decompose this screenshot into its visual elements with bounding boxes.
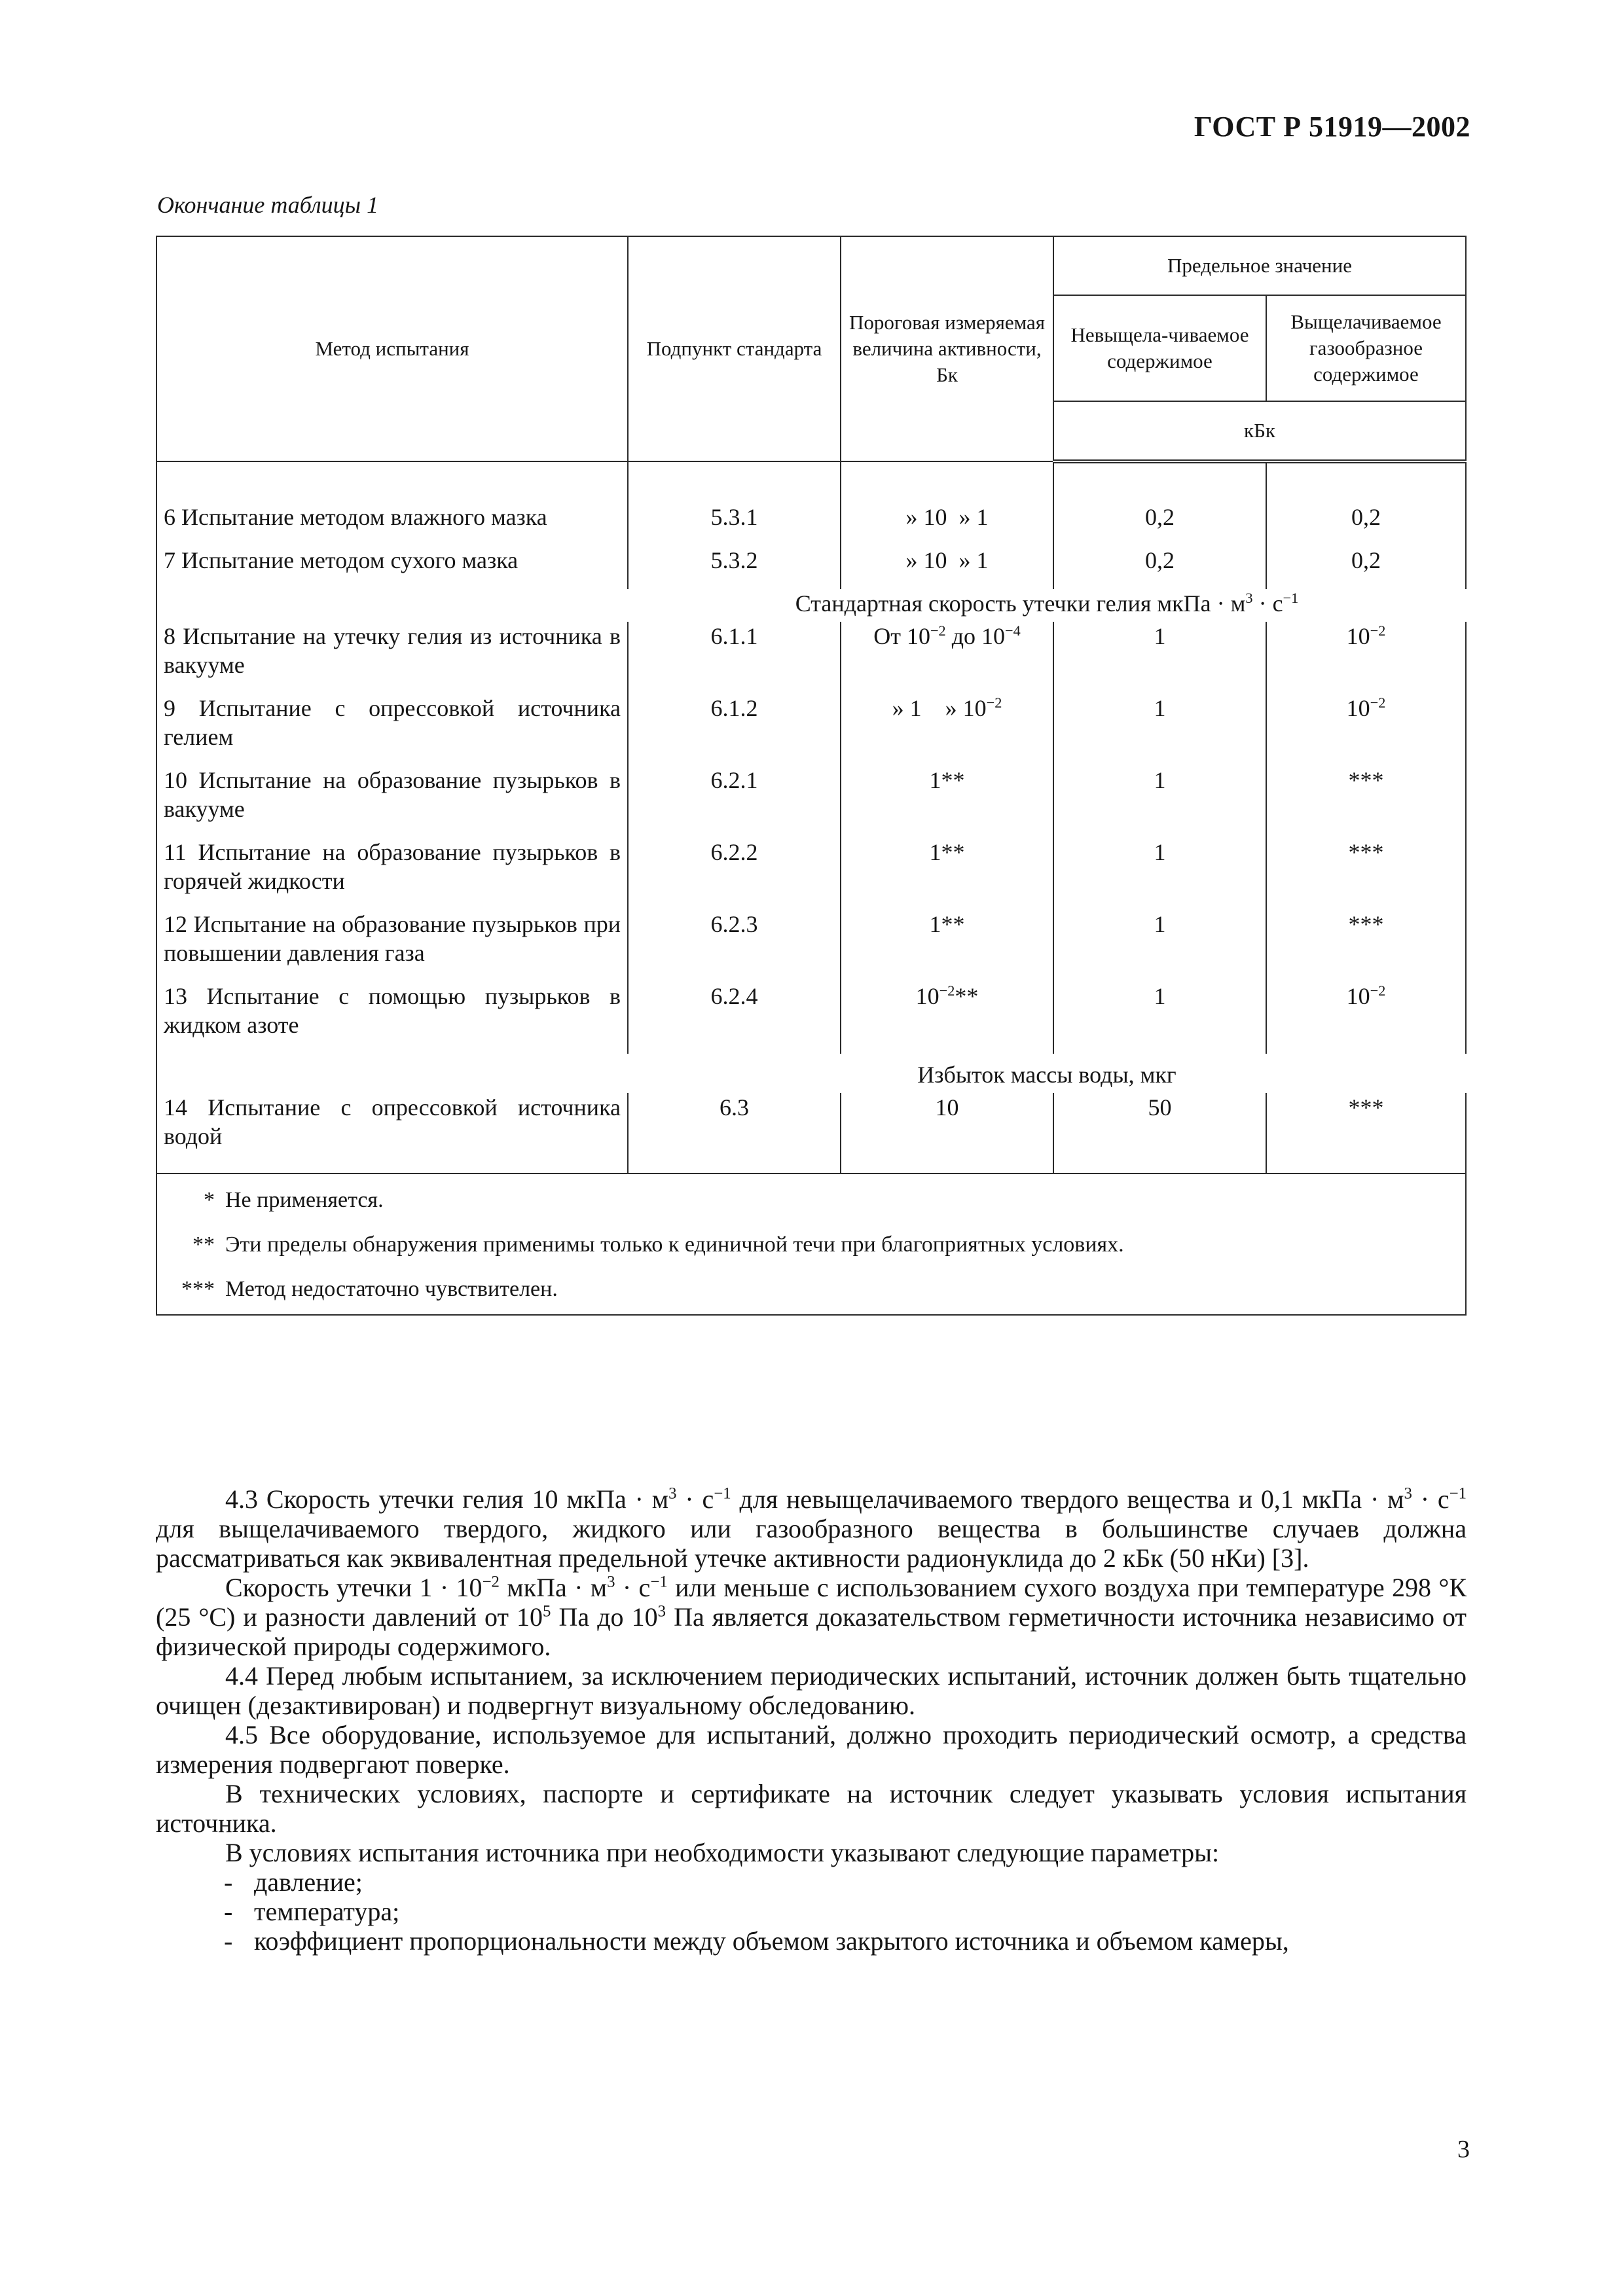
leachable-cell: $10^{-2}$	[1266, 982, 1466, 1054]
table-subheader-row	[156, 589, 1466, 622]
non-leachable-cell: 1	[1053, 982, 1266, 1054]
method-cell: 14 Испытание с опрессовкой источника водой	[156, 1093, 628, 1174]
threshold-cell: $10^{-2}**$	[841, 982, 1053, 1054]
method-cell: 7 Испытание методом сухого мазка	[156, 546, 628, 589]
method-cell: 11 Испытание на образование пузырьков в горячей жидкости	[156, 838, 628, 910]
note-text: Не применяется.	[225, 1188, 384, 1212]
page-number: 3	[1457, 2136, 1470, 2163]
threshold-cell: 10	[841, 1093, 1053, 1174]
table-row	[156, 838, 1466, 910]
table-caption: Окончание таблицы 1	[157, 192, 379, 218]
paragraph-conditions: В технических условиях, паспорте и сертификате на источник следует указывать условия испытания источника.	[156, 1779, 1467, 1838]
header-leachable-gas: Выщелачиваемое газообразное содержимое	[1266, 295, 1466, 401]
table-note	[156, 1174, 1466, 1223]
leachable-cell: 0,2	[1266, 546, 1466, 589]
non-leachable-cell: 0,2	[1053, 503, 1266, 546]
list-item: - температура;	[224, 1897, 400, 1926]
document-header: ГОСТ Р 51919—2002	[1194, 111, 1470, 143]
threshold-cell: 1**	[841, 838, 1053, 910]
table-row	[156, 910, 1466, 982]
leachable-cell: $10^{-2}$	[1266, 622, 1466, 694]
method-cell: 13 Испытание с помощью пузырьков в жидком азоте	[156, 982, 628, 1054]
subclause-cell: 6.1.1	[628, 622, 841, 694]
method-cell: 9 Испытание с опрессовкой источника гелием	[156, 694, 628, 766]
list-item: - коэффициент пропорциональности между объемом закрытого источника и объемом камеры,	[224, 1926, 1289, 1956]
header-non-leachable: Невыщела-чиваемое содержимое	[1053, 295, 1266, 401]
non-leachable-cell: 1	[1053, 910, 1266, 982]
threshold-cell: » 10 » 1	[841, 546, 1053, 589]
subclause-cell: 6.2.4	[628, 982, 841, 1054]
paragraph-helium-rate: Скорость утечки $1 \cdot 10^{-2}$ мкПа · $м^3 \cdot с^{-1}$ или меньше с использованием сухого воздуха при температуре 298 °К (25 °С) и разности давлений от $10^5$ Па до $10^3$ Па является доказательством герметичности источника независимо от физической природы содержимого.	[156, 1573, 1467, 1661]
leachable-cell: ***	[1266, 910, 1466, 982]
threshold-cell: 1**	[841, 766, 1053, 838]
leachable-cell: ***	[1266, 838, 1466, 910]
table-row	[156, 546, 1466, 589]
leachable-cell: $10^{-2}$	[1266, 694, 1466, 766]
table-note	[156, 1223, 1466, 1267]
header-subclause: Подпункт стандарта	[628, 236, 841, 461]
non-leachable-cell: 1	[1053, 694, 1266, 766]
non-leachable-cell: 1	[1053, 838, 1266, 910]
list-item: - давление;	[224, 1867, 363, 1897]
helium-subheader: Стандартная скорость утечки гелия мкПа · $м^3 \cdot с^{-1}$	[795, 590, 1299, 617]
header-limit: Предельное значение	[1053, 236, 1466, 295]
leachable-cell: ***	[1266, 1093, 1466, 1174]
leachable-cell: 0,2	[1266, 503, 1466, 546]
table-row	[156, 694, 1466, 766]
subclause-cell: 6.2.1	[628, 766, 841, 838]
threshold-cell: От $10^{-2}$ до $10^{-4}$	[841, 622, 1053, 694]
non-leachable-cell: 0,2	[1053, 546, 1266, 589]
method-cell: 6 Испытание методом влажного мазка	[156, 503, 628, 546]
paragraph-4-4: 4.4 Перед любым испытанием, за исключением периодических испытаний, источник должен быть тщательно очищен (дезактивирован) и подвергнут визуальному обследованию.	[156, 1661, 1467, 1720]
paragraph-parameters: В условиях испытания источника при необходимости указывают следующие параметры:	[225, 1838, 1220, 1867]
note-mark: ***	[181, 1277, 215, 1301]
water-subheader: Избыток массы воды, мкг	[917, 1062, 1176, 1088]
table-header-row	[156, 236, 1466, 295]
table-row	[156, 622, 1466, 694]
threshold-cell: » 1 » $10^{-2}$	[841, 694, 1053, 766]
header-method: Метод испытания	[156, 236, 628, 461]
header-unit: кБк	[1053, 401, 1466, 461]
table-row	[156, 1093, 1466, 1174]
table-subheader-row	[156, 1054, 1466, 1093]
table-row	[156, 503, 1466, 546]
non-leachable-cell: 50	[1053, 1093, 1266, 1174]
threshold-cell: » 10 » 1	[841, 503, 1053, 546]
subclause-cell: 6.2.2	[628, 838, 841, 910]
paragraph-4-3: 4.3 Скорость утечки гелия 10 мкПа · $м^3 \cdot с^{-1}$ для невыщелачиваемого твердого вещества и 0,1 мкПа · $м^3 \cdot с^{-1}$ для выщелачиваемого твердого, жидкого или газообразного вещества в большинстве случаев должна рассматриваться как эквивалентная предельной утечке активности радионуклида до 2 кБк (50 нКи) [3].	[156, 1484, 1467, 1573]
non-leachable-cell: 1	[1053, 622, 1266, 694]
subclause-cell: 5.3.2	[628, 546, 841, 589]
table-spacer	[156, 461, 1466, 503]
note-text: Метод недостаточно чувствителен.	[225, 1277, 558, 1301]
non-leachable-cell: 1	[1053, 766, 1266, 838]
subclause-cell: 6.3	[628, 1093, 841, 1174]
paragraph-4-5: 4.5 Все оборудование, используемое для испытаний, должно проходить периодический осмотр, а средства измерения подвергают поверке.	[156, 1720, 1467, 1779]
body-text	[156, 1484, 1467, 1956]
subclause-cell: 5.3.1	[628, 503, 841, 546]
note-mark: **	[192, 1232, 215, 1257]
method-cell: 8 Испытание на утечку гелия из источника в вакууме	[156, 622, 628, 694]
subclause-cell: 6.2.3	[628, 910, 841, 982]
note-mark: *	[204, 1188, 215, 1212]
leachable-cell: ***	[1266, 766, 1466, 838]
method-cell: 10 Испытание на образование пузырьков в вакууме	[156, 766, 628, 838]
method-cell: 12 Испытание на образование пузырьков при повышении давления газа	[156, 910, 628, 982]
leak-test-table	[156, 236, 1467, 1316]
table-row	[156, 982, 1466, 1054]
header-threshold: Пороговая измеряемая величина активности, Бк	[841, 236, 1053, 461]
threshold-cell: 1**	[841, 910, 1053, 982]
subclause-cell: 6.1.2	[628, 694, 841, 766]
table-note	[156, 1267, 1466, 1315]
table-row	[156, 766, 1466, 838]
note-text: Эти пределы обнаружения применимы только к единичной течи при благоприятных условиях.	[225, 1232, 1124, 1257]
